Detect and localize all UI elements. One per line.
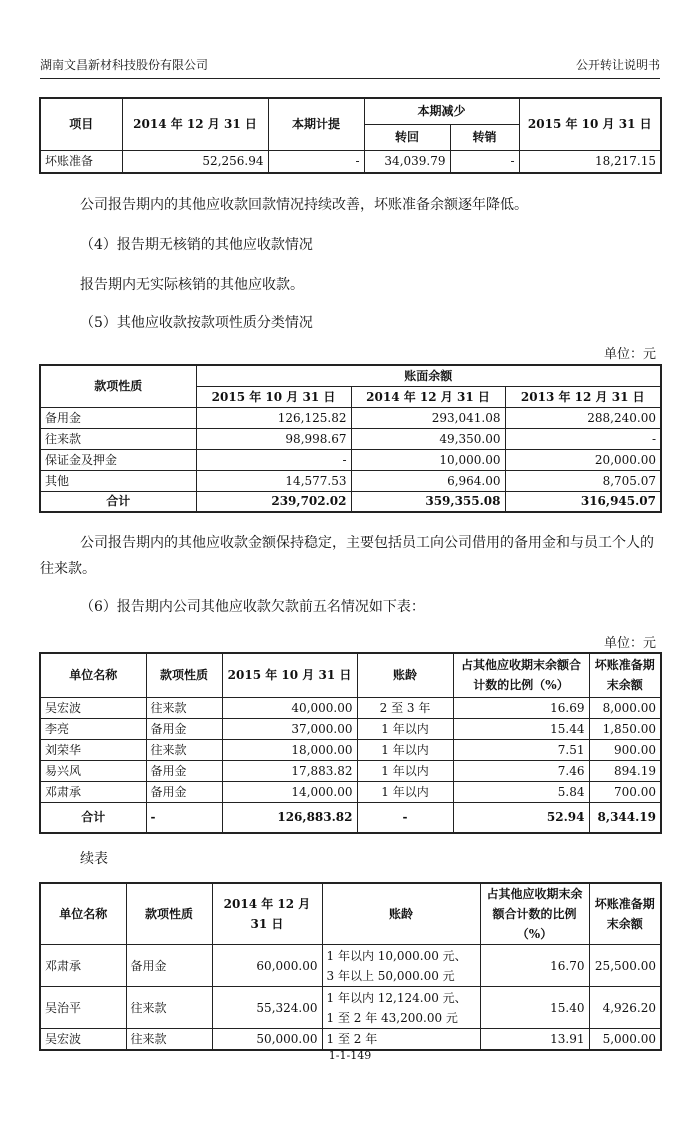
cell: 8,705.07	[505, 470, 661, 491]
cell: 坏账准备	[40, 150, 122, 173]
table-row	[40, 1029, 661, 1050]
cell: 往来款	[126, 1029, 212, 1050]
paragraph: 公司报告期内的其他应收款金额保持稳定，主要包括员工向公司借用的备用金和与员工个人的往来款。	[40, 535, 654, 577]
cell: 易兴风	[40, 760, 146, 781]
cell: 40,000.00	[222, 697, 357, 718]
cell: 52.94	[453, 802, 589, 833]
cell: 126,125.82	[196, 407, 351, 428]
cell: 李亮	[40, 718, 146, 739]
header-start: 2014 年 12 月 31 日	[122, 98, 268, 150]
cell: 13.91	[480, 1029, 589, 1050]
table-row	[40, 407, 661, 428]
header-nature: 款项性质	[126, 883, 212, 945]
header-decrease: 本期减少	[364, 98, 519, 124]
cell: 备用金	[126, 945, 212, 987]
cell: -	[146, 802, 222, 833]
header-ratio: 占其他应收期末余额合计数的比例（%）	[453, 653, 589, 697]
cell: 700.00	[589, 781, 661, 802]
table-row	[40, 739, 661, 760]
cell: 往来款	[40, 428, 196, 449]
cell: 保证金及押金	[40, 449, 196, 470]
header-item: 项目	[40, 98, 122, 150]
cell: 293,041.08	[351, 407, 505, 428]
header-end: 2015 年 10 月 31 日	[519, 98, 661, 150]
cell: 8,000.00	[589, 697, 661, 718]
document-title: 公开转让说明书	[575, 58, 660, 72]
cell: 34,039.79	[364, 150, 450, 173]
cell: -	[450, 150, 519, 173]
bad-debt-provision-table	[39, 97, 662, 174]
cell: 合计	[40, 802, 146, 833]
cell: 49,350.00	[351, 428, 505, 449]
cell: -	[196, 449, 351, 470]
age-line: 1 年以内 12,124.00 元、	[326, 990, 467, 1005]
cell: 7.51	[453, 739, 589, 760]
cell: 52,256.94	[122, 150, 268, 173]
cell: 备用金	[146, 781, 222, 802]
table-row	[40, 945, 661, 987]
table-row	[40, 760, 661, 781]
cell: 316,945.07	[505, 491, 661, 512]
top-five-2014-table	[39, 882, 662, 1051]
cell: 7.46	[453, 760, 589, 781]
cell: 900.00	[589, 739, 661, 760]
paragraph: 报告期内无实际核销的其他应收款。	[80, 277, 304, 293]
section-heading: （5）其他应收款按款项性质分类情况	[80, 315, 313, 331]
section-heading: （4）报告期无核销的其他应收款情况	[80, 237, 313, 253]
cell: 20,000.00	[505, 449, 661, 470]
cell: 50,000.00	[212, 1029, 322, 1050]
cell: 往来款	[146, 739, 222, 760]
header-provision: 本期计提	[268, 98, 364, 150]
total-row	[40, 802, 661, 833]
cell: 18,000.00	[222, 739, 357, 760]
cell: 14,577.53	[196, 470, 351, 491]
header-reversal: 转回	[364, 124, 450, 150]
header-name: 单位名称	[40, 883, 126, 945]
cell: 359,355.08	[351, 491, 505, 512]
cell: 1,850.00	[589, 718, 661, 739]
cell: 8,344.19	[589, 802, 661, 833]
cell: 37,000.00	[222, 718, 357, 739]
age-line: 3 年以上 50,000.00 元	[326, 968, 455, 983]
header-age: 账龄	[322, 883, 480, 945]
cell: 15.40	[480, 987, 589, 1029]
section-heading: （6）报告期内公司其他应收款欠款前五名情况如下表：	[80, 599, 425, 615]
cell: 14,000.00	[222, 781, 357, 802]
cell: 55,324.00	[212, 987, 322, 1029]
header-provision: 坏账准备期末余额	[589, 883, 661, 945]
unit-label: 单位：元	[603, 636, 656, 651]
cell: 吴宏波	[40, 1029, 126, 1050]
cell: 1 年以内	[357, 781, 453, 802]
cell: 备用金	[146, 760, 222, 781]
cell: 126,883.82	[222, 802, 357, 833]
cell: 往来款	[126, 987, 212, 1029]
cell: 6,964.00	[351, 470, 505, 491]
header-date-2014: 2014 年 12 月 31 日	[351, 386, 505, 407]
header-name: 单位名称	[40, 653, 146, 697]
cell: 1 年以内	[357, 739, 453, 760]
table-row	[40, 150, 661, 173]
cell: 备用金	[146, 718, 222, 739]
cell: 16.70	[480, 945, 589, 987]
cell: 25,500.00	[589, 945, 661, 987]
unit-label: 单位：元	[603, 347, 656, 362]
cell: 17,883.82	[222, 760, 357, 781]
header-date-2015: 2015 年 10 月 31 日	[196, 386, 351, 407]
cell: 1 年以内	[357, 718, 453, 739]
header-ratio: 占其他应收期末余额合计数的比例（%）	[480, 883, 589, 945]
page-number: 1-1-149	[328, 1049, 372, 1062]
table-row	[40, 781, 661, 802]
header-date: 2014 年 12 月 31 日	[212, 883, 322, 945]
total-row	[40, 491, 661, 512]
cell: 2 至 3 年	[357, 697, 453, 718]
continued-label: 续表	[80, 851, 108, 867]
cell: 刘荣华	[40, 739, 146, 760]
table-row	[40, 697, 661, 718]
cell: 894.19	[589, 760, 661, 781]
cell: -	[268, 150, 364, 173]
cell: 16.69	[453, 697, 589, 718]
cell: 吴治平	[40, 987, 126, 1029]
company-name: 湖南文昌新材科技股份有限公司	[40, 58, 209, 72]
cell: 239,702.02	[196, 491, 351, 512]
table-row	[40, 470, 661, 491]
table-row	[40, 449, 661, 470]
header-provision: 坏账准备期末余额	[589, 653, 661, 697]
table-row	[40, 987, 661, 1029]
cell: -	[505, 428, 661, 449]
header-writeoff: 转销	[450, 124, 519, 150]
header-nature: 款项性质	[146, 653, 222, 697]
age-cell	[322, 945, 480, 987]
cell: 合计	[40, 491, 196, 512]
cell: 1 年以内	[357, 760, 453, 781]
cell: 5,000.00	[589, 1029, 661, 1050]
cell: 其他	[40, 470, 196, 491]
cell: 5.84	[453, 781, 589, 802]
age-cell: 1 至 2 年	[322, 1029, 480, 1050]
cell: 60,000.00	[212, 945, 322, 987]
age-cell	[322, 987, 480, 1029]
page-header	[40, 56, 660, 73]
cell: 15.44	[453, 718, 589, 739]
header-age: 账龄	[357, 653, 453, 697]
cell: 吴宏波	[40, 697, 146, 718]
age-line: 1 至 2 年 43,200.00 元	[326, 1010, 458, 1025]
cell: 往来款	[146, 697, 222, 718]
top-five-2015-table	[39, 652, 662, 834]
header-nature: 款项性质	[40, 365, 196, 407]
header-balance: 账面余额	[196, 365, 661, 386]
paragraph: 公司报告期内的其他应收款回款情况持续改善，坏账准备余额逐年降低。	[80, 197, 528, 213]
cell: 邓肃承	[40, 781, 146, 802]
table-row	[40, 718, 661, 739]
header-date-2013: 2013 年 12 月 31 日	[505, 386, 661, 407]
cell: -	[357, 802, 453, 833]
cell: 18,217.15	[519, 150, 661, 173]
header-divider	[40, 78, 660, 79]
cell: 备用金	[40, 407, 196, 428]
header-date: 2015 年 10 月 31 日	[222, 653, 357, 697]
cell: 288,240.00	[505, 407, 661, 428]
cell: 98,998.67	[196, 428, 351, 449]
cell: 10,000.00	[351, 449, 505, 470]
table-row	[40, 428, 661, 449]
nature-classification-table	[39, 364, 662, 513]
cell: 4,926.20	[589, 987, 661, 1029]
age-line: 1 年以内 10,000.00 元、	[326, 948, 467, 963]
cell: 邓肃承	[40, 945, 126, 987]
